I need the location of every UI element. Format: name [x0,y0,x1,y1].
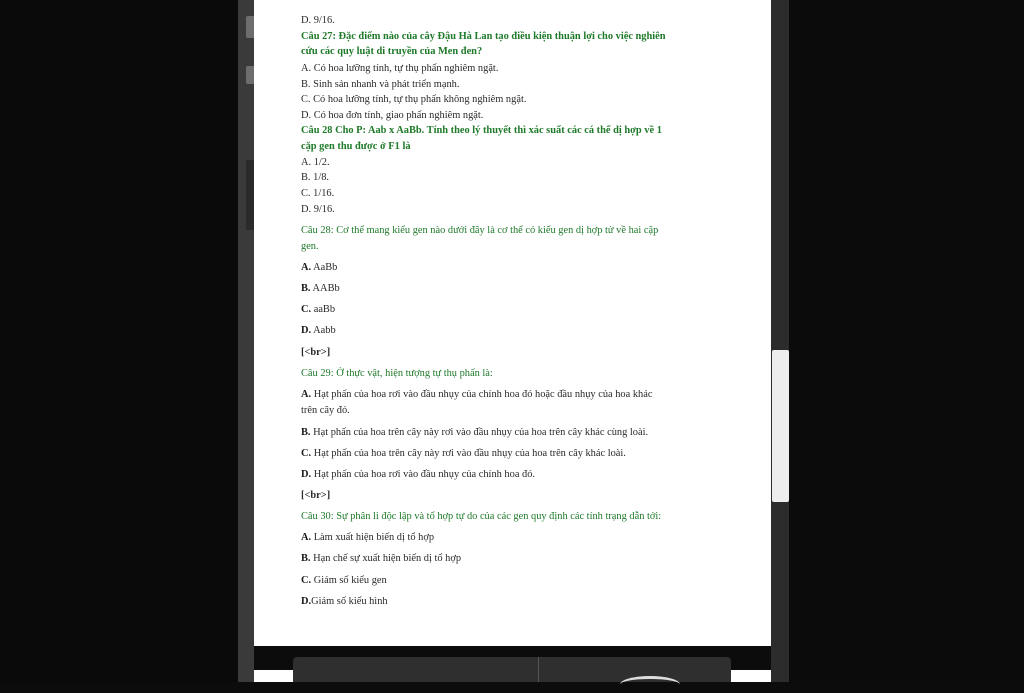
next-page-edge [730,670,771,682]
question-30-title: Câu 30: Sự phân li độc lập và tổ hợp tự do của các gen quy định các tính trạng dẫn tới: [301,511,662,522]
option-c: C. Hạt phấn của hoa trên cây này rơi vào đầu nhụy của hoa trên cây khác loài. [301,448,626,459]
question-27-title: cứu các quy luật di truyền của Men đen? [301,46,483,57]
option-c: C. 1/16. [301,188,335,199]
option-c: C. Giảm số kiểu gen [301,575,387,586]
option-b: B. Hạt phấn của hoa trên cây này rơi vào đầu nhụy của hoa trên cây khác cùng loài. [301,427,649,438]
left-page-edge [238,0,254,682]
option-a: A. 1/2. [301,157,330,168]
right-background [789,0,1024,682]
option-a: A. Làm xuất hiện biến dị tổ hợp [301,532,435,543]
scrollbar-thumb[interactable] [772,350,789,502]
option-d: D.Giảm số kiểu hình [301,596,388,607]
option-b: B. 1/8. [301,172,330,183]
scroll-track[interactable] [771,0,789,682]
option-d: D. Hạt phấn của hoa rơi vào đầu nhụy của chính hoa đó. [301,469,536,480]
option-b: B. AABb [301,283,340,294]
question-28b-title: Câu 28: Cơ thể mang kiểu gen nào dưới đây là cơ thể có kiểu gen dị hợp tử về hai cặp [301,225,659,236]
option-c: C. Có hoa lưỡng tính, tự thụ phấn không nghiêm ngặt. [301,94,527,105]
doc-line: D. 9/16. [301,15,335,26]
option-b: B. Sinh sản nhanh và phát triển mạnh. [301,79,460,90]
question-27-title: Câu 27: Đặc điểm nào của cây Đậu Hà Lan tạo điều kiện thuận lợi cho việc nghiên [301,31,666,42]
option-a: A. Có hoa lưỡng tính, tự thụ phấn nghiêm ngặt. [301,63,499,74]
separator-tag: [<br>] [301,490,331,501]
toolbar-arc-icon[interactable] [620,676,680,693]
separator-tag: [<br>] [301,347,331,358]
document-page [254,0,771,646]
option-c: C. aaBb [301,304,336,315]
option-b: B. Hạn chế sự xuất hiện biến dị tổ hợp [301,553,462,564]
question-28b-title: gen. [301,241,319,252]
option-d: D. Có hoa đơn tính, giao phấn nghiêm ngặt. [301,110,484,121]
question-29-title: Câu 29: Ở thực vật, hiện tượng tự thụ phấn là: [301,368,493,379]
option-a-continuation: trên cây đó. [301,405,350,416]
option-a: A. Hạt phấn của hoa rơi vào đầu nhụy của chính hoa đó hoặc đầu nhụy của hoa khác [301,389,653,400]
toolbar-divider [538,657,539,682]
next-page-edge [254,670,294,682]
option-a: A. AaBb [301,262,338,273]
option-d: D. Aabb [301,325,336,336]
question-28-title: cặp gen thu được ở F1 là [301,141,411,152]
left-background [0,0,238,682]
question-28-title: Câu 28 Cho P: Aab x AaBb. Tính theo lý thuyết thì xác suất các cá thể dị hợp về 1 [301,125,662,136]
option-d: D. 9/16. [301,204,335,215]
